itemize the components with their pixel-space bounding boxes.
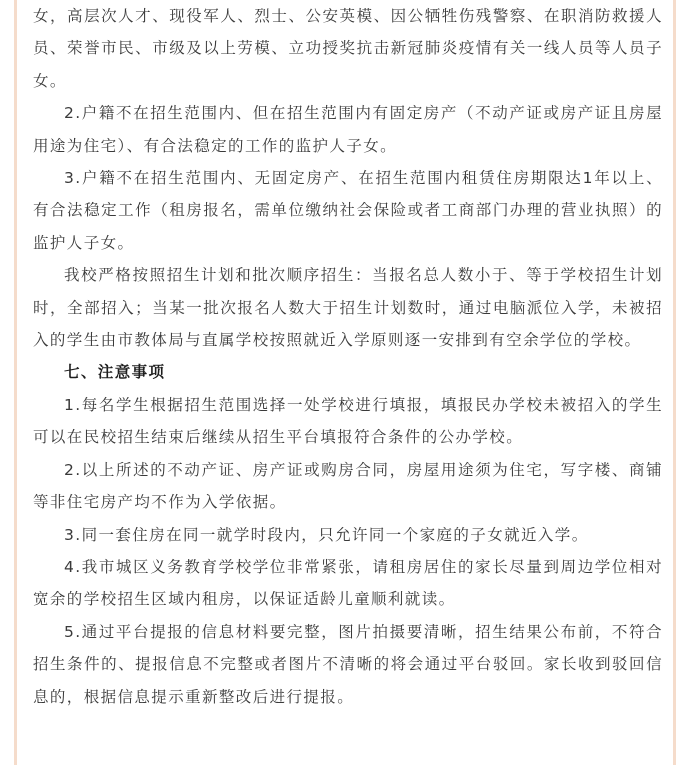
paragraph-item-3: 3.户籍不在招生范围内、无固定房产、在招生范围内租赁住房期限达1年以上、有合法稳定工作（租房报名，需单位缴纳社会保险或者工商部门办理的营业执照）的监护人子女。 [33,169,663,252]
note-item-4: 4.我市城区义务教育学校学位非常紧张，请租房居住的家长尽量到周边学位相对宽余的学校招生区域内租房，以保证适龄儿童顺利就读。 [33,557,663,609]
note-item-2: 2.以上所述的不动产证、房产证或购房合同，房屋用途须为住宅，写字楼、商铺等非住宅房产均不作为入学依据。 [33,460,663,512]
section-heading: 七、注意事项 [64,363,166,382]
note-item-3: 3.同一套住房在同一就学时段内，只允许同一个家庭的子女就近入学。 [64,525,589,544]
note-item-5: 5.通过平台提报的信息材料要完整，图片拍摄要清晰，招生结果公布前，不符合招生条件的、提报信息不完整或者图片不清晰的将会通过平台驳回。家长收到驳回信息的，根据信息提示重新整改后进行提报。 [33,622,663,706]
paragraph-item-2: 2.户籍不在招生范围内、但在招生范围内有固定房产（不动产证或房产证且房屋用途为住宅）、有合法稳定的工作的监护人子女。 [33,104,663,155]
article-body [33,0,663,713]
paragraph-admission-order: 我校严格按照招生计划和批次顺序招生：当报名总人数小于、等于学校招生计划时，全部招入；当某一批次报名人数大于招生计划数时，通过电脑派位入学，未被招入的学生由市教体局与直属学校按照就近入学原则逐一安排到有空余学位的学校。 [33,266,663,350]
paragraph-eligible-categories: 女，高层次人才、现役军人、烈士、公安英模、因公牺牲伤残警察、在职消防救援人员、荣誉市民、市级及以上劳模、立功授奖抗击新冠肺炎疫情有关一线人员等人员子女。 [33,7,663,90]
note-item-1: 1.每名学生根据招生范围选择一处学校进行填报，填报民办学校未被招入的学生可以在民校招生结束后继续从招生平台填报符合条件的公办学校。 [33,395,663,447]
